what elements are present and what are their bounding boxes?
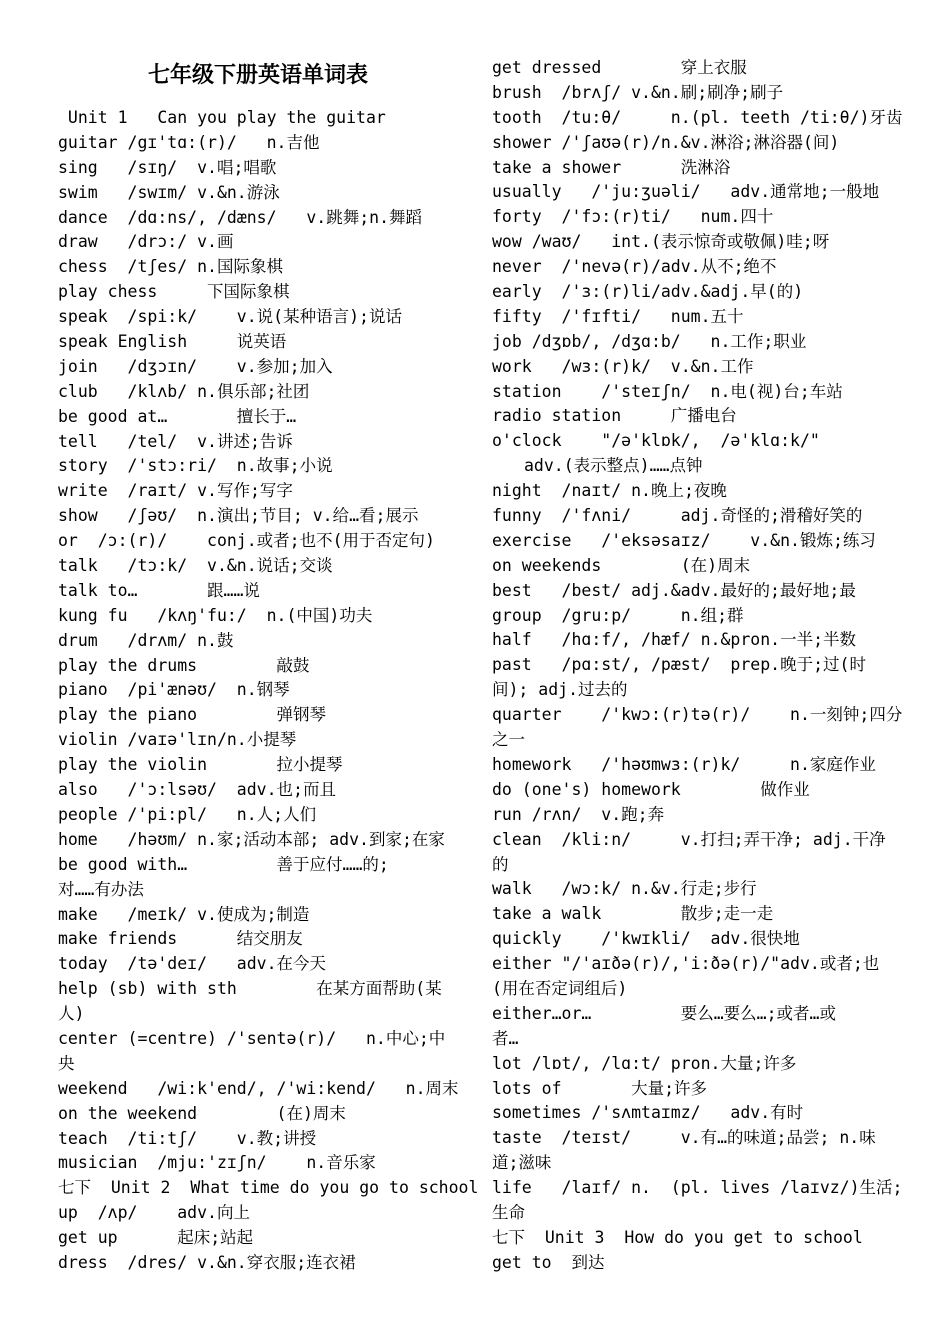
vocab-line: 间); adj.过去的 — [492, 680, 628, 700]
vocab-line: homework /'həʊmwɜ:(r)k/ n.家庭作业 — [492, 754, 876, 774]
vocab-line: wow /waʊ/ int.(表示惊奇或敬佩)哇;呀 — [492, 232, 830, 252]
vocab-line: 者… — [492, 1028, 519, 1048]
vocab-line: lots of 大量;许多 — [492, 1078, 708, 1098]
vocab-line: best /best/ adj.&adv.最好的;最好地;最 — [492, 580, 856, 600]
vocab-line: shower /'ʃaʊə(r)/n.&v.淋浴;淋浴器(间) — [492, 132, 840, 152]
vocab-line: 的 — [492, 854, 509, 874]
vocab-line: dance /dɑ:ns/, /dæns/ v.跳舞;n.舞蹈 — [58, 207, 423, 227]
vocab-line: musician /mju:'zɪʃn/ n.音乐家 — [58, 1153, 376, 1173]
vocab-line: tooth /tu:θ/ n.(pl. teeth /ti:θ/)牙齿 — [492, 107, 903, 127]
vocab-line: either…or… 要么…要么…;或者…或 — [492, 1003, 836, 1023]
vocab-line: center (=centre) /'sentə(r)/ n.中心;中 — [58, 1028, 446, 1048]
vocab-line: people /'pi:pl/ n.人;人们 — [58, 804, 317, 824]
vocab-line: write /raɪt/ v.写作;写字 — [58, 481, 293, 501]
vocab-line: take a walk 散步;走一走 — [492, 904, 774, 924]
vocab-line: chess /tʃes/ n.国际象棋 — [58, 257, 283, 277]
vocab-line: make friends 结交朋友 — [58, 929, 303, 949]
vocab-line: quarter /'kwɔ:(r)tə(r)/ n.一刻钟;四分 — [492, 705, 903, 725]
vocab-line: play the violin 拉小提琴 — [58, 755, 343, 775]
vocab-line: 生命 — [492, 1202, 525, 1222]
vocab-line: night /naɪt/ n.晚上;夜晚 — [492, 481, 727, 501]
vocab-line: be good at… 擅长于… — [58, 406, 297, 426]
vocab-line: on weekends (在)周末 — [492, 555, 751, 575]
vocab-line: 对……有办法 — [58, 879, 144, 899]
vocab-line: sometimes /'sʌmtaɪmz/ adv.有时 — [492, 1103, 804, 1123]
vocab-line: today /tə'deɪ/ adv.在今天 — [58, 954, 327, 974]
vocab-line: work /wɜ:(r)k/ v.&n.工作 — [492, 356, 754, 376]
vocab-line: home /həʊm/ n.家;活动本部; adv.到家;在家 — [58, 829, 445, 849]
vocab-line: dress /dres/ v.&n.穿衣服;连衣裙 — [58, 1252, 356, 1272]
vocab-line: adv.(表示整点)……点钟 — [524, 456, 703, 476]
vocab-line: group /gru:p/ n.组;群 — [492, 605, 744, 625]
vocab-line: job /dʒɒb/, /dʒɑ:b/ n.工作;职业 — [492, 331, 807, 351]
vocab-line: join /dʒɔɪn/ v.参加;加入 — [58, 356, 333, 376]
vocab-line: brush /brʌʃ/ v.&n.刷;刷净;刷子 — [492, 82, 784, 102]
vocab-line: do (one's) homework 做作业 — [492, 779, 810, 799]
vocab-line: speak /spi:k/ v.说(某种语言);说话 — [58, 307, 402, 327]
vocab-line: station /'steɪʃn/ n.电(视)台;车站 — [492, 381, 843, 401]
vocab-line: also /'ɔ:lsəʊ/ adv.也;而且 — [58, 780, 336, 800]
vocab-line: get dressed 穿上衣服 — [492, 58, 747, 77]
page-title: 七年级下册英语单词表 — [147, 63, 368, 88]
unit-heading: 七下 Unit 2 What time do you go to school — [58, 1178, 479, 1198]
vocab-line: 央 — [58, 1053, 75, 1073]
vocab-line: speak English 说英语 — [58, 332, 287, 352]
vocab-line: take a shower 洗淋浴 — [492, 157, 731, 177]
vocab-line: draw /drɔ:/ v.画 — [58, 232, 234, 252]
vocab-line: play the drums 敲鼓 — [58, 655, 310, 675]
vocab-line: 道;滋味 — [492, 1153, 552, 1173]
vocab-line: taste /teɪst/ v.有…的味道;品尝; n.味 — [492, 1128, 876, 1148]
vocab-line: tell /tel/ v.讲述;告诉 — [58, 431, 293, 451]
vocab-line: run /rʌn/ v.跑;奔 — [492, 804, 665, 824]
left-column — [58, 106, 479, 1276]
vocab-line: weekend /wi:k'end/, /'wi:kend/ n.周末 — [58, 1078, 459, 1098]
vocab-line: talk /tɔ:k/ v.&n.说话;交谈 — [58, 556, 333, 576]
vocab-line: get to 到达 — [492, 1252, 605, 1272]
vocab-line: never /'nevə(r)/adv.从不;绝不 — [492, 257, 777, 277]
vocab-line: up /ʌp/ adv.向上 — [58, 1203, 250, 1223]
vocab-line: walk /wɔ:k/ n.&v.行走;步行 — [492, 879, 757, 899]
vocab-line: sing /sɪŋ/ v.唱;唱歌 — [58, 157, 277, 177]
vocab-line: club /klʌb/ n.俱乐部;社团 — [58, 381, 310, 401]
vocab-line: lot /lɒt/, /lɑ:t/ pron.大量;许多 — [492, 1053, 797, 1073]
vocab-line: swim /swɪm/ v.&n.游泳 — [58, 182, 280, 202]
vocab-line: play chess 下国际象棋 — [58, 282, 290, 302]
right-column — [492, 56, 907, 1276]
vocab-line: or /ɔ:(r)/ conj.或者;也不(用于否定句) — [58, 531, 435, 551]
vocab-line: past /pɑ:st/, /pæst/ prep.晚于;过(时 — [492, 655, 866, 675]
vocab-line: play the piano 弹钢琴 — [58, 705, 327, 725]
vocab-line: radio station 广播电台 — [492, 406, 737, 426]
vocab-line: life /laɪf/ n. (pl. lives /laɪvz/)生活; — [492, 1178, 903, 1198]
vocab-line: teach /ti:tʃ/ v.教;讲授 — [58, 1128, 317, 1148]
vocab-line: 之一 — [492, 730, 525, 750]
vocab-line: violin /vaɪə'lɪn/n.小提琴 — [58, 730, 297, 750]
vocab-line: half /hɑ:f/, /hæf/ n.&pron.一半;半数 — [492, 630, 857, 650]
unit-heading: Unit 1 Can you play the guitar — [58, 108, 386, 127]
unit-heading: 七下 Unit 3 How do you get to school — [492, 1227, 863, 1247]
vocab-line: piano /pi'ænəʊ/ n.钢琴 — [58, 680, 290, 700]
vocab-line: guitar /gɪ'tɑ:(r)/ n.吉他 — [58, 132, 320, 152]
vocab-line: (用在否定词组后) — [492, 978, 628, 998]
vocab-line: show /ʃəʊ/ n.演出;节目; v.给…看;展示 — [58, 506, 419, 526]
vocab-line: kung fu /kʌŋ'fu:/ n.(中国)功夫 — [58, 605, 373, 625]
vocab-line: exercise /'eksəsaɪz/ v.&n.锻炼;练习 — [492, 530, 876, 550]
vocab-line: early /'ɜ:(r)li/adv.&adj.早(的) — [492, 282, 804, 302]
vocab-line: funny /'fʌni/ adj.奇怪的;滑稽好笑的 — [492, 506, 863, 526]
vocab-line: on the weekend (在)周末 — [58, 1103, 346, 1123]
vocab-line: drum /drʌm/ n.鼓 — [58, 630, 234, 650]
vocab-line: story /'stɔ:ri/ n.故事;小说 — [58, 456, 333, 476]
vocab-line: quickly /'kwɪkli/ adv.很快地 — [492, 929, 800, 949]
vocab-line: o'clock "/ə'klɒk/, /ə'klɑ:k/" — [492, 431, 820, 451]
vocab-line: talk to… 跟……说 — [58, 580, 260, 600]
vocab-line: be good with… 善于应付……的; — [58, 854, 389, 874]
vocab-line: usually /'ju:ʒuəli/ adv.通常地;一般地 — [492, 182, 880, 202]
vocab-line: forty /'fɔ:(r)ti/ num.四十 — [492, 207, 774, 227]
vocab-line: either "/'aɪðə(r)/,'i:ðə(r)/"adv.或者;也 — [492, 954, 880, 974]
vocab-line: get up 起床;站起 — [58, 1228, 254, 1248]
vocab-line: fifty /'fɪfti/ num.五十 — [492, 306, 744, 326]
vocab-line: help (sb) with sth 在某方面帮助(某 — [58, 979, 442, 999]
vocab-line: clean /kli:n/ v.打扫;弄干净; adj.干净 — [492, 829, 886, 849]
vocab-line: make /meɪk/ v.使成为;制造 — [58, 904, 310, 924]
vocab-line: 人) — [58, 1004, 85, 1024]
